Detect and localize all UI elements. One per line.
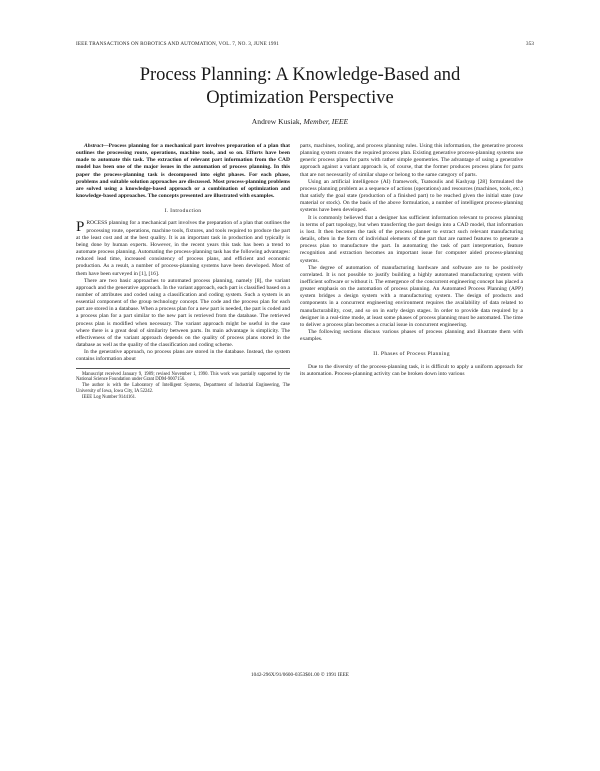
- section-heading-introduction: I. Introduction: [164, 208, 202, 215]
- copyright-code: 1042-296X/91/0600-0353$01.00 © 1991 IEEE: [251, 672, 349, 678]
- body-paragraph: parts, machines, tooling, and process planning rules. Using this information, the generative process planning system creates the required process plan. Existing generative process-planning systems use generic process plans for parts with rather simple geometries. The advantage of using a generative approach against a variant approach is, of course, that the former produces process plans for parts that are not necessarily of similar shape or belong to the same category of parts.: [300, 143, 523, 178]
- body-paragraph: It is commonly believed that a designer has sufficient information relevant to process planning in terms of part topology, but when transferring the part design into a CAD model, that information is lost. It then becomes the task of the process planner to extract such relevant manufacturing details, often in the form of individual elements of the part that are named features to generate a process plan to manufacture the part. In automating the task of part interpretation, feature recognition and extraction becomes an important issue for computer aided process-planning systems.: [300, 214, 523, 264]
- body-paragraph: Using an artificial intelligence (AI) framework, Tsatsoulis and Kashyap [28] formulated the process planning problem as a sequence of actions (operations) and resources (machines, tools, etc.) that satisfy the goal state (production of a finished part) to be reached given the initial state (raw material or stock). On the basis of the above formulation, a number of intelligent process-planning systems have been developed.: [300, 178, 523, 214]
- paper-title: [0, 64, 600, 110]
- intro-paragraph: There are two basic approaches to automated process planning, namely [8], the variant approach and the generative approach. In the variant approach, each part is classified based on a number of attributes and coded using a classification and coding system. Such a system is an essential component of the group technology concept. The code and the process plan for each part are stored in a database. When a process plan for a new part is needed, the part is coded and a process plan for a part similar to the new part is retrieved from the database. The retrieved process plan is modified when necessary. The variant approach might be useful in the case where there is a great deal of similarity between parts. Its main advantage is simplicity. The effectiveness of the variant approach depends on the quality of process plans stored in the database as well as the quality of the classification and coding scheme.: [76, 277, 290, 349]
- right-column: [300, 143, 523, 378]
- abstract-text: Process planning for a mechanical part involves preparation of a plan that outlines the processing route, operations, machine tools, and so on. Efforts have been made to automate this task. The extraction of relevant part information from the CAD model has been one of the major issues in the automation of process planning. In this paper the process-planning task is decomposed into eight phases. For each phase, problems and suitable solution approaches are discussed. Most process-planning problems are solved using a knowledge-based approach or a combination of optimization and knowledge-based approaches. The concepts presented are illustrated with examples.: [76, 143, 290, 200]
- intro-paragraph: In the generative approach, no process plans are stored in the database. Instead, the system contains information about: [76, 349, 290, 363]
- author-membership: Member, IEEE: [303, 117, 349, 126]
- body-paragraph: The following sections discuss various phases of process planning and illustrate them with examples.: [300, 329, 523, 343]
- footnotes: [76, 368, 290, 401]
- author-name: Andrew Kusiak,: [251, 117, 302, 126]
- author-line: [0, 117, 600, 126]
- title-line: Process Planning: A Knowledge-Based and: [139, 65, 461, 85]
- intro-paragraph: [76, 220, 290, 277]
- section-heading-phases: II. Phases of Process Planning: [373, 351, 450, 358]
- footnote: Manuscript received January 9, 1989; revised November 1, 1990. This work was partially supported by the National Science Foundation under Grant DDM-9007156.: [76, 371, 290, 383]
- running-head: IEEE TRANSACTIONS ON ROBOTICS AND AUTOMATION, VOL. 7, NO. 3, JUNE 1991: [76, 41, 279, 47]
- page-number: 353: [525, 41, 534, 47]
- abstract: [76, 143, 290, 200]
- title-line: Optimization Perspective: [206, 88, 394, 108]
- body-paragraph: Due to the diversity of the process-planning task, it is difficult to apply a uniform approach for its automation. Process-planning activity can be broken down into various: [300, 363, 523, 377]
- abstract-label: Abstract—: [84, 143, 109, 149]
- left-column: [76, 143, 290, 401]
- drop-cap: P: [76, 219, 85, 236]
- footnote: The author is with the Laboratory of Intelligent Systems, Department of Industrial Engineering, The University of Iowa, Iowa City, IA 52242.: [76, 383, 290, 394]
- footnote: IEEE Log Number 9144161.: [82, 394, 137, 400]
- intro-first-text: ROCESS planning for a mechanical part involves the preparation of a plan that outlines the processing route, operations, machine tools, fixtures, and tools required to produce the part at the least cost and at the best quality. It is an important task in production and typically is being done by human experts. However, in the recent years this task has been a trend to automate process planning. Automating the process-planning task has the following advantages: reduced lead time, increased consistency of process plans, and efficient and economic production. As a result, a number of process-planning systems have been developed. Most of them have been surveyed in [1], [16].: [76, 220, 290, 277]
- body-paragraph: The degree of automation of manufacturing hardware and software are to be positively correlated. It is not possible to justify building a highly automated manufacturing system with inefficient software or without it. The emergence of the concurrent engineering concept has placed a greater emphasis on the automation of process planning. An Automated Process Planning (APP) system bridges a design system with a manufacturing system. The design of products and components in a concurrent engineering environment requires the availability of data related to manufacturability, cost, and so on in early design stages. In order to provide data required by a designer in a real-time mode, at least some phases of process planning must be automated. The time to deliver a process plan becomes a crucial issue in concurrent engineering.: [300, 264, 523, 328]
